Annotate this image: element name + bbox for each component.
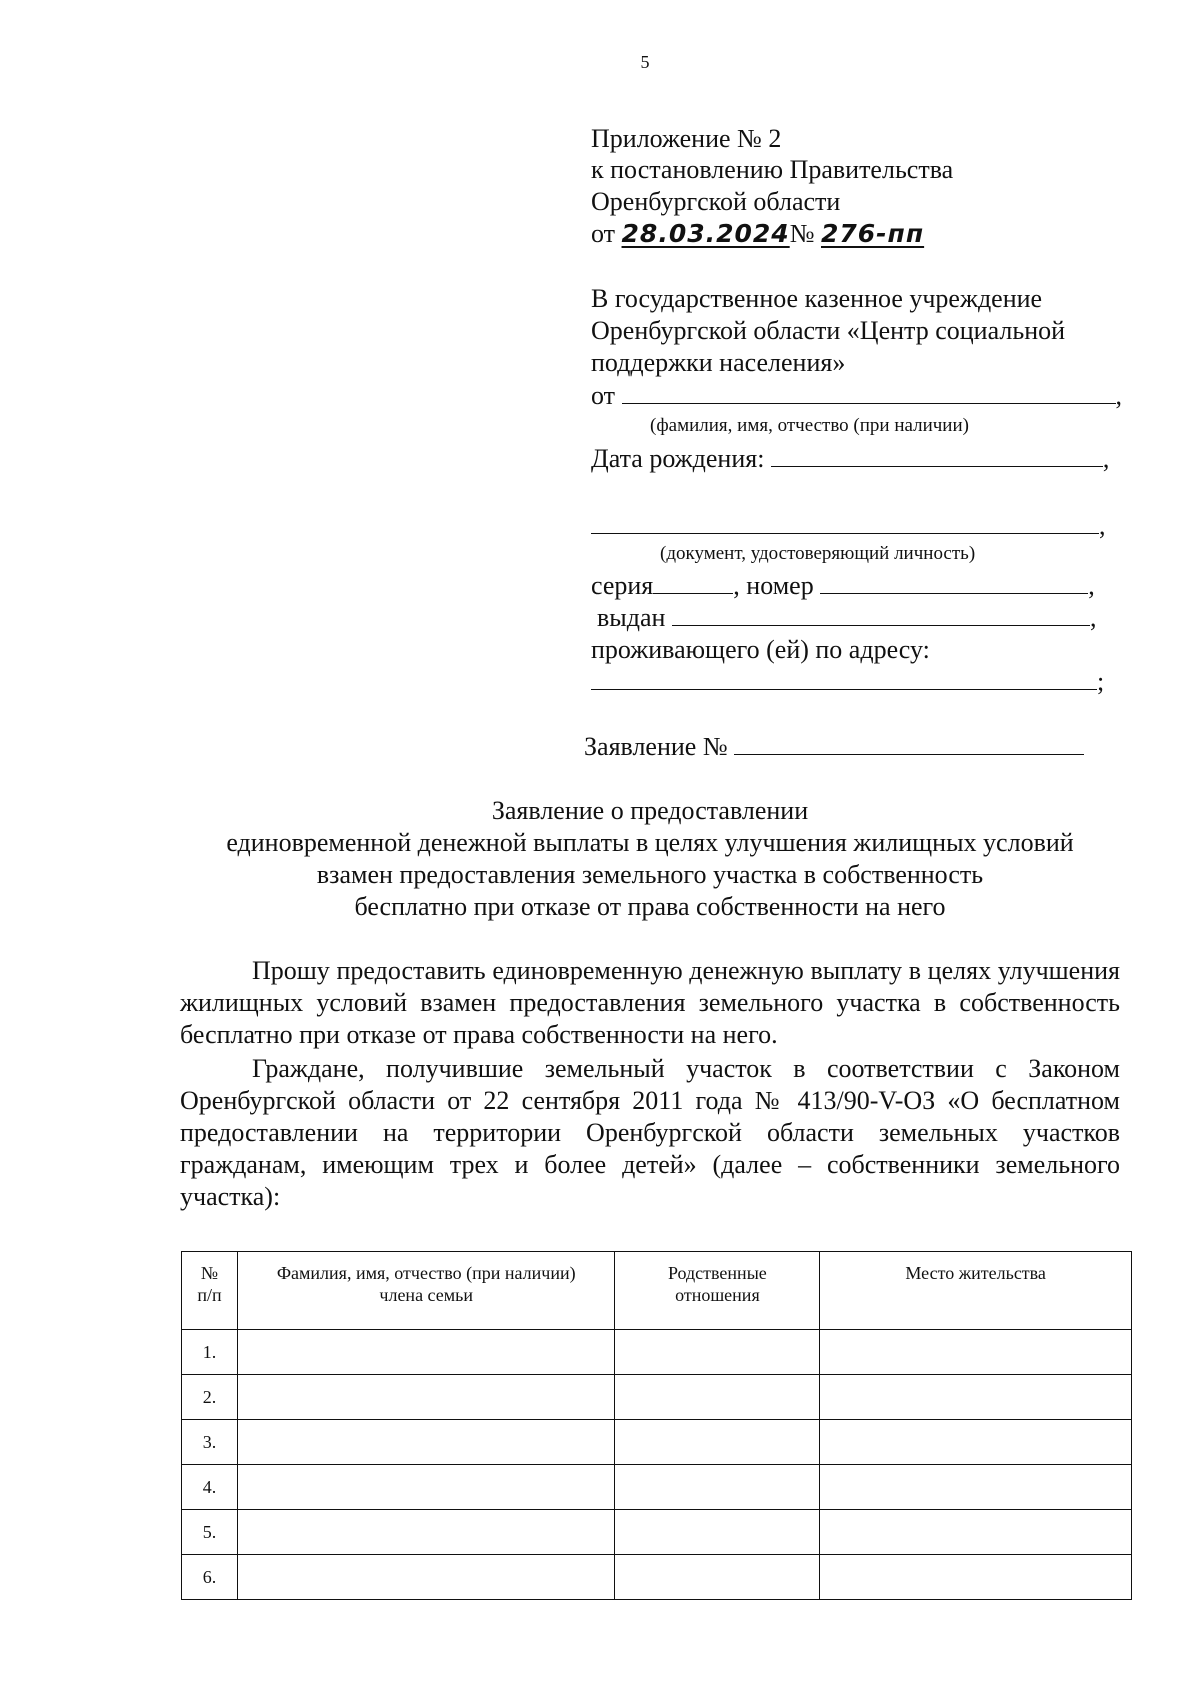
addressee-line-1: В государственное казенное учреждение bbox=[591, 284, 1043, 313]
from-label: от bbox=[591, 381, 616, 410]
table-row bbox=[182, 1330, 1132, 1375]
birthdate-label: Дата рождения: bbox=[591, 444, 765, 473]
header-number-line-1: № bbox=[200, 1263, 219, 1283]
body-paragraph-1: Прошу предоставить единовременную денежную выплату в целях улучшения жилищных условий взамен предоставления земельного участка в собственность бесплатно при отказе от права собственности на него. bbox=[180, 956, 1120, 1049]
annex-from-label: от bbox=[591, 219, 616, 248]
residence-cell[interactable] bbox=[820, 1555, 1132, 1600]
row-number: 4. bbox=[182, 1465, 238, 1510]
application-number-field bbox=[584, 731, 1084, 762]
annex-date-line bbox=[591, 218, 924, 249]
comma: , bbox=[1099, 511, 1106, 540]
row-number: 1. bbox=[182, 1330, 238, 1375]
fullname-cell[interactable] bbox=[237, 1375, 615, 1420]
fullname-cell[interactable] bbox=[237, 1465, 615, 1510]
residence-cell[interactable] bbox=[820, 1375, 1132, 1420]
relation-cell[interactable] bbox=[615, 1510, 820, 1555]
header-number bbox=[182, 1252, 238, 1330]
row-number: 6. bbox=[182, 1555, 238, 1600]
number-label: , номер bbox=[733, 571, 814, 600]
fullname-cell[interactable] bbox=[237, 1510, 615, 1555]
header-fullname bbox=[237, 1252, 615, 1330]
comma: , bbox=[1089, 603, 1097, 632]
family-members-table bbox=[181, 1251, 1132, 1600]
row-number: 3. bbox=[182, 1420, 238, 1465]
id-document-field bbox=[591, 510, 1106, 541]
application-number-label: Заявление № bbox=[584, 732, 728, 761]
series-blank-line[interactable] bbox=[653, 571, 733, 594]
handwritten-date: 28.03.2024 bbox=[621, 219, 790, 248]
id-document-blank-line[interactable] bbox=[591, 511, 1099, 534]
application-number-blank-line[interactable] bbox=[734, 732, 1084, 755]
issued-field bbox=[597, 602, 1096, 633]
relation-cell[interactable] bbox=[615, 1555, 820, 1600]
fullname-hint: (фамилия, имя, отчество (при наличии) bbox=[650, 415, 969, 436]
title-line-3: взамен предоставления земельного участка в собственность bbox=[316, 860, 984, 889]
table-row bbox=[182, 1510, 1132, 1555]
residence-cell[interactable] bbox=[820, 1510, 1132, 1555]
fullname-cell[interactable] bbox=[237, 1330, 615, 1375]
relation-cell[interactable] bbox=[615, 1330, 820, 1375]
header-number-line-2: п/п bbox=[197, 1285, 222, 1305]
residence-cell[interactable] bbox=[820, 1420, 1132, 1465]
fullname-cell[interactable] bbox=[237, 1420, 615, 1465]
table-row bbox=[182, 1420, 1132, 1465]
birthdate-field bbox=[591, 443, 1109, 474]
annex-number-label: № bbox=[789, 219, 815, 248]
doc-number-blank-line[interactable] bbox=[820, 571, 1088, 594]
semicolon: ; bbox=[1097, 667, 1105, 696]
handwritten-number: 276-пп bbox=[821, 219, 925, 248]
header-relation-line-1: Родственные bbox=[667, 1263, 767, 1283]
id-document-hint: (документ, удостоверяющий личность) bbox=[660, 543, 976, 564]
address-blank-line[interactable] bbox=[591, 667, 1097, 690]
header-relation bbox=[615, 1252, 820, 1330]
addressee-line-3: поддержки населения» bbox=[591, 348, 846, 377]
series-number-field bbox=[591, 570, 1095, 601]
fullname-cell[interactable] bbox=[237, 1555, 615, 1600]
from-field bbox=[591, 380, 1122, 411]
header-residence bbox=[820, 1252, 1132, 1330]
header-fullname-line-2: члена семьи bbox=[379, 1285, 473, 1305]
annex-line-1: Приложение № 2 bbox=[591, 124, 782, 153]
address-label: проживающего (ей) по адресу: bbox=[591, 635, 930, 664]
table-header-row bbox=[182, 1252, 1132, 1330]
comma: , bbox=[1088, 571, 1095, 600]
relation-cell[interactable] bbox=[615, 1420, 820, 1465]
title-line-1: Заявление о предоставлении bbox=[491, 796, 809, 825]
birthdate-blank-line[interactable] bbox=[771, 444, 1103, 467]
issued-blank-line[interactable] bbox=[672, 603, 1090, 626]
header-residence-label: Место жительства bbox=[905, 1263, 1046, 1283]
row-number: 5. bbox=[182, 1510, 238, 1555]
series-label: серия bbox=[591, 571, 654, 600]
page-number: 5 bbox=[640, 52, 650, 72]
annex-line-2: к постановлению Правительства bbox=[591, 155, 954, 184]
residence-cell[interactable] bbox=[820, 1465, 1132, 1510]
title-line-2: единовременной денежной выплаты в целях улучшения жилищных условий bbox=[226, 828, 1074, 857]
relation-cell[interactable] bbox=[615, 1465, 820, 1510]
fullname-blank-line[interactable] bbox=[622, 381, 1116, 404]
header-fullname-line-1: Фамилия, имя, отчество (при наличии) bbox=[276, 1263, 576, 1283]
annex-line-3: Оренбургской области bbox=[591, 187, 841, 216]
body-paragraph-2: Граждане, получившие земельный участок в соответствии с Законом Оренбургской области от 22 сентября 2011 года № 413/90-V-ОЗ «О бесплатном предоставлении на территории Оренбургской области земельных участков гражданам, имеющим трех и более детей» (далее – собственники земельного участка): bbox=[180, 1054, 1120, 1211]
relation-cell[interactable] bbox=[615, 1375, 820, 1420]
comma: , bbox=[1102, 444, 1110, 473]
title-line-4: бесплатно при отказе от права собственности на него bbox=[354, 892, 946, 921]
row-number: 2. bbox=[182, 1375, 238, 1420]
addressee-line-2: Оренбургской области «Центр социальной bbox=[591, 316, 1066, 345]
residence-cell[interactable] bbox=[820, 1330, 1132, 1375]
issued-label: выдан bbox=[597, 603, 666, 632]
header-relation-line-2: отношения bbox=[675, 1285, 760, 1305]
table-row bbox=[182, 1555, 1132, 1600]
comma: , bbox=[1115, 381, 1123, 410]
table-row bbox=[182, 1465, 1132, 1510]
address-field bbox=[591, 666, 1104, 697]
table-row bbox=[182, 1375, 1132, 1420]
